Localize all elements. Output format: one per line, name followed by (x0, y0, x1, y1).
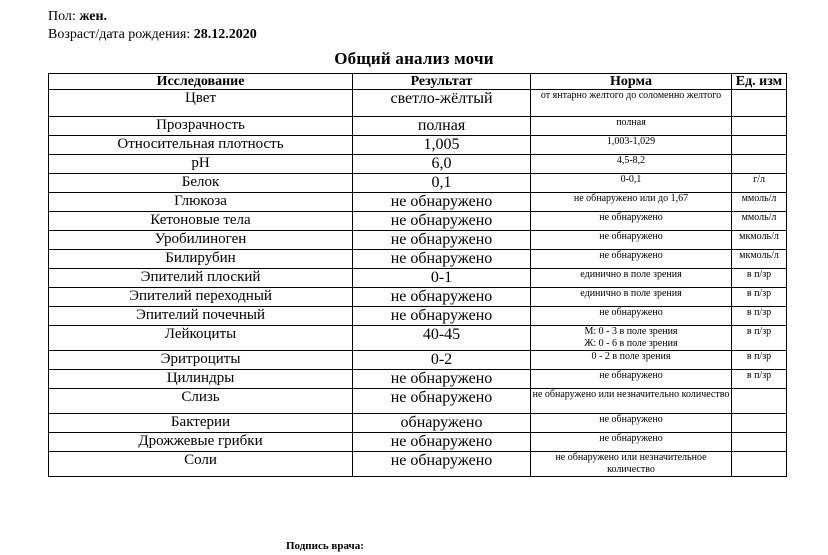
unit-cell (732, 452, 787, 477)
table-row (49, 117, 787, 136)
unit-cell: мкмоль/л (732, 231, 787, 250)
unit-cell (732, 155, 787, 174)
result-cell: 0,1 (353, 174, 531, 193)
norm-cell (531, 250, 732, 269)
test-name-cell: Эритроциты (49, 351, 353, 370)
test-name-cell: Относительная плотность (49, 136, 353, 155)
test-name-cell: Прозрачность (49, 117, 353, 136)
norm-text: 1,003-1,029 (606, 136, 656, 147)
table-row (49, 269, 787, 288)
unit-cell (732, 433, 787, 452)
result-cell: не обнаружено (353, 193, 531, 212)
norm-cell (531, 452, 732, 477)
norm-text: 0-0,1 (620, 174, 642, 185)
test-name-cell: Слизь (49, 389, 353, 414)
unit-cell: в п/зр (732, 269, 787, 288)
norm-text: 4,5-8,2 (616, 155, 646, 166)
test-name-cell: Дрожжевые грибки (49, 433, 353, 452)
norm-cell (531, 389, 732, 414)
norm-text: не обнаружено (599, 212, 663, 223)
results-table (48, 73, 787, 477)
result-cell: светло-жёлтый (353, 90, 531, 117)
result-cell: полная (353, 117, 531, 136)
patient-sex-label: Пол: (48, 9, 76, 24)
header-result: Результат (353, 74, 531, 90)
result-cell: не обнаружено (353, 389, 531, 414)
table-row (49, 90, 787, 117)
test-name-cell: Цвет (49, 90, 353, 117)
norm-cell (531, 174, 732, 193)
table-row (49, 136, 787, 155)
norm-text: не обнаружено (599, 250, 663, 261)
result-cell: не обнаружено (353, 370, 531, 389)
doctor-signature-label: Подпись врача: (286, 540, 364, 552)
table-row (49, 351, 787, 370)
norm-text: единично в поле зрения (580, 288, 682, 299)
norm-cell (531, 212, 732, 231)
test-name-cell: Бактерии (49, 414, 353, 433)
norm-text: не обнаружено или до 1,67 (573, 193, 689, 204)
unit-cell: г/л (732, 174, 787, 193)
norm-cell (531, 231, 732, 250)
unit-cell: ммоль/л (732, 212, 787, 231)
norm-text-second-line: Ж: 0 - 6 в поле зрения (584, 338, 678, 349)
norm-text: не обнаружено (599, 370, 663, 381)
unit-cell: в п/зр (732, 326, 787, 351)
result-cell: 0-2 (353, 351, 531, 370)
norm-text: не обнаружено (599, 414, 663, 425)
unit-cell: мкмоль/л (732, 250, 787, 269)
norm-text: не обнаружено (599, 433, 663, 444)
table-row (49, 250, 787, 269)
test-name-cell: Эпителий почечный (49, 307, 353, 326)
header-unit: Ед. изм (732, 74, 787, 90)
norm-cell (531, 370, 732, 389)
patient-age-line (48, 27, 257, 43)
result-cell: не обнаружено (353, 250, 531, 269)
table-row (49, 231, 787, 250)
test-name-cell: Эпителий переходный (49, 288, 353, 307)
result-cell: 1,005 (353, 136, 531, 155)
unit-cell (732, 136, 787, 155)
result-cell: не обнаружено (353, 452, 531, 477)
test-name-cell: Белок (49, 174, 353, 193)
norm-cell (531, 136, 732, 155)
result-cell: не обнаружено (353, 307, 531, 326)
result-cell: 40-45 (353, 326, 531, 351)
norm-cell (531, 269, 732, 288)
unit-cell: в п/зр (732, 370, 787, 389)
table-row (49, 288, 787, 307)
patient-sex-line (48, 9, 107, 25)
test-name-cell: pH (49, 155, 353, 174)
test-name-cell: Лейкоциты (49, 326, 353, 351)
table-row (49, 174, 787, 193)
unit-cell (732, 414, 787, 433)
test-name-cell: Соли (49, 452, 353, 477)
table-header-row (49, 74, 787, 90)
table-row (49, 433, 787, 452)
norm-text: от янтарно желтого до соломенно желтого (540, 90, 722, 101)
unit-cell (732, 117, 787, 136)
table-row (49, 307, 787, 326)
result-cell: не обнаружено (353, 212, 531, 231)
result-cell: не обнаружено (353, 433, 531, 452)
header-test: Исследование (49, 74, 353, 90)
unit-cell: в п/зр (732, 307, 787, 326)
norm-text: М: 0 - 3 в поле зрения (584, 326, 678, 337)
norm-text: полная (616, 117, 646, 128)
test-name-cell: Глюкоза (49, 193, 353, 212)
table-row (49, 212, 787, 231)
norm-text: 0 - 2 в поле зрения (591, 351, 671, 362)
norm-cell (531, 155, 732, 174)
unit-cell (732, 389, 787, 414)
test-name-cell: Цилиндры (49, 370, 353, 389)
norm-cell (531, 193, 732, 212)
norm-cell (531, 433, 732, 452)
unit-cell: в п/зр (732, 351, 787, 370)
norm-cell (531, 90, 732, 117)
header-norm: Норма (531, 74, 732, 90)
unit-cell: в п/зр (732, 288, 787, 307)
norm-cell (531, 288, 732, 307)
norm-text: не обнаружено или незначительно количество (532, 389, 730, 400)
norm-cell (531, 117, 732, 136)
norm-cell (531, 307, 732, 326)
patient-age-value: 28.12.2020 (193, 27, 257, 42)
patient-age-label: Возраст/дата рождения: (48, 27, 191, 42)
table-row (49, 193, 787, 212)
table-row (49, 414, 787, 433)
norm-text: единично в поле зрения (580, 269, 682, 280)
norm-cell (531, 326, 732, 351)
result-cell: не обнаружено (353, 231, 531, 250)
result-cell: обнаружено (353, 414, 531, 433)
result-cell: не обнаружено (353, 288, 531, 307)
table-row (49, 326, 787, 351)
patient-sex-value: жен. (79, 9, 108, 24)
unit-cell (732, 90, 787, 117)
norm-cell (531, 414, 732, 433)
test-name-cell: Эпителий плоский (49, 269, 353, 288)
table-row (49, 155, 787, 174)
result-cell: 0-1 (353, 269, 531, 288)
table-row (49, 370, 787, 389)
table-row (49, 452, 787, 477)
norm-text: не обнаружено или незначительное количество (555, 452, 707, 475)
table-row (49, 389, 787, 414)
document-title: Общий анализ мочи (334, 49, 494, 68)
test-name-cell: Билирубин (49, 250, 353, 269)
result-cell: 6,0 (353, 155, 531, 174)
test-name-cell: Кетоновые тела (49, 212, 353, 231)
unit-cell: ммоль/л (732, 193, 787, 212)
norm-text: не обнаружено (599, 307, 663, 318)
norm-cell (531, 351, 732, 370)
norm-text: не обнаружено (599, 231, 663, 242)
table-body (49, 90, 787, 477)
test-name-cell: Уробилиноген (49, 231, 353, 250)
